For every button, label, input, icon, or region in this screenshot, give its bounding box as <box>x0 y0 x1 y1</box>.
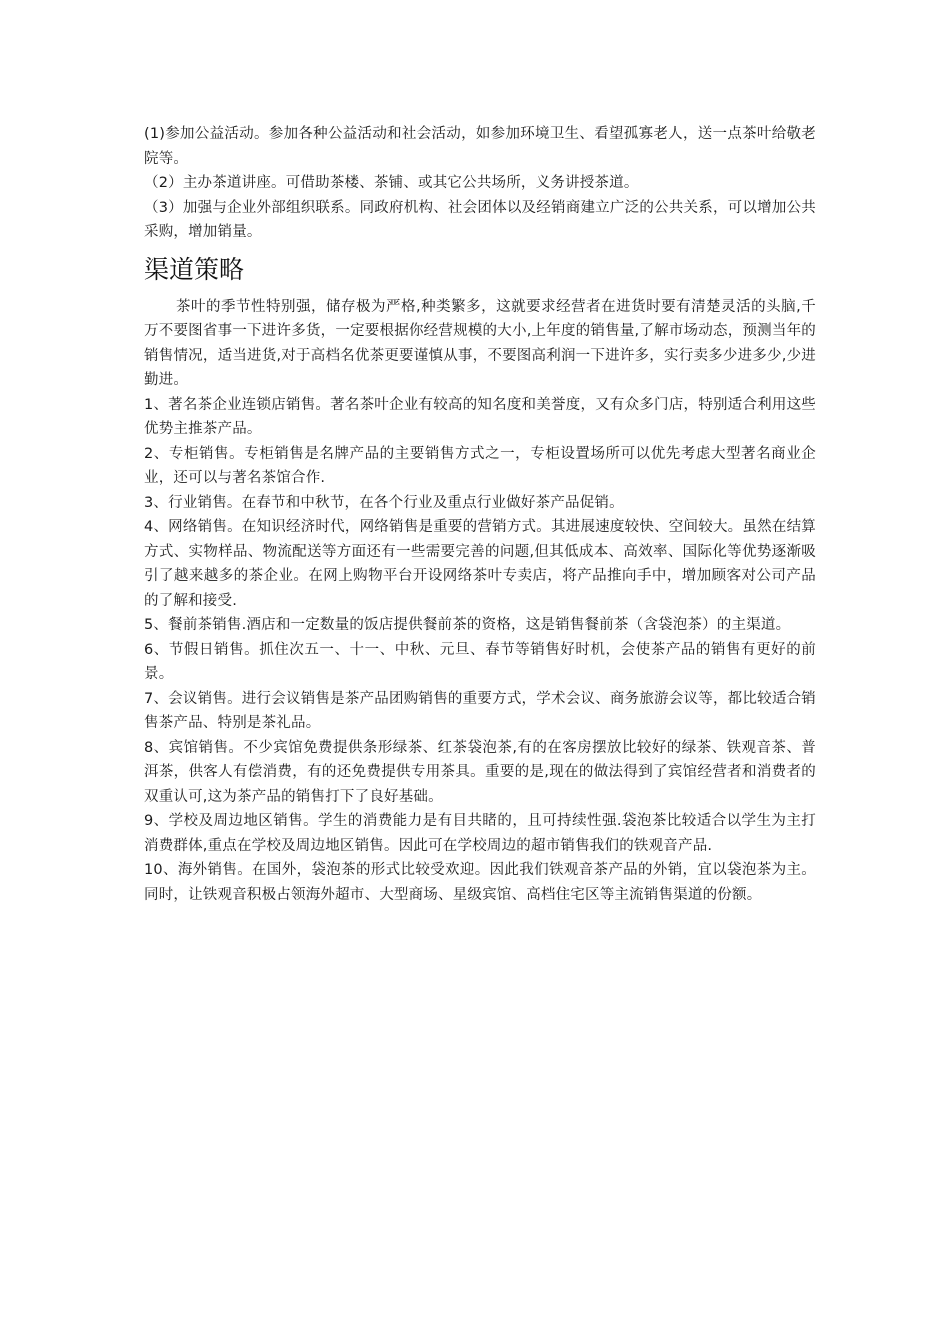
section-lead-paragraph: 茶叶的季节性特别强，储存极为严格,种类繁多，这就要求经营者在进货时要有清楚灵活的头脑,千万不要图省事一下进许多货，一定要根据你经营规模的大小,上年度的销售量,了解市场动态，预测当年的销售情况，适当进货,对于高档名优茶更要谨慎从事，不要图高利润一下进许多，实行卖多少进多少,少进勤进。 <box>144 298 816 388</box>
list-item: 3、行业销售。在春节和中秋节，在各个行业及重点行业做好茶产品促销。 <box>144 494 624 511</box>
list-item: 8、宾馆销售。不少宾馆免费提供条形绿茶、红茶袋泡茶,有的在客房摆放比较好的绿茶、铁观音茶、普洱茶，供客人有偿消费，有的还免费提供专用茶具。重要的是,现在的做法得到了宾馆经营者和消费者的双重认可,这为茶产品的销售打下了良好基础。 <box>144 739 816 805</box>
list-item: 5、餐前茶销售.酒店和一定数量的饭店提供餐前茶的资格，这是销售餐前茶（含袋泡茶）的主渠道。 <box>144 617 791 633</box>
section-heading: 渠道策略 <box>144 254 245 284</box>
intro-item-2: （2）主办茶道讲座。可借助茶楼、茶铺、或其它公共场所，义务讲授茶道。 <box>144 175 639 191</box>
list-item: 2、专柜销售。专柜销售是名牌产品的主要销售方式之一，专柜设置场所可以优先考虑大型著名商业企业，还可以与著名茶馆合作. <box>144 445 816 486</box>
list-item: 1、著名茶企业连锁店销售。著名茶叶企业有较高的知名度和美誉度，又有众多门店，特别适合利用这些优势主推茶产品。 <box>144 396 816 437</box>
list-item: 10、海外销售。在国外，袋泡茶的形式比较受欢迎。因此我们铁观音茶产品的外销，宜以袋泡茶为主。同时，让铁观音积极占领海外超市、大型商场、星级宾馆、高档住宅区等主流销售渠道的份额。 <box>144 862 816 903</box>
list-item: 9、学校及周边地区销售。学生的消费能力是有目共睹的，且可持续性强.袋泡茶比较适合以学生为主打消费群体,重点在学校及周边地区销售。因此可在学校周边的超市销售我们的铁观音产品. <box>144 813 816 854</box>
intro-item-1: (1)参加公益活动。参加各种公益活动和社会活动，如参加环境卫生、看望孤寡老人，送一点茶叶给敬老院等。 <box>144 126 816 167</box>
list-item: 6、节假日销售。抓住次五一、十一、中秋、元旦、春节等销售好时机，会使茶产品的销售有更好的前景。 <box>144 641 816 682</box>
intro-item-3: （3）加强与企业外部组织联系。同政府机构、社会团体以及经销商建立广泛的公共关系，可以增加公共采购，增加销量。 <box>144 199 816 240</box>
list-item: 4、网络销售。在知识经济时代，网络销售是重要的营销方式。其进展速度较快、空间较大。虽然在结算方式、实物样品、物流配送等方面还有一些需要完善的问题,但其低成本、高效率、国际化等优势逐渐吸引了越来越多的茶企业。在网上购物平台开设网络茶叶专卖店，将产品推向手中，增加顾客对公司产品的了解和接受. <box>144 519 816 609</box>
document-page <box>144 122 816 907</box>
list-item: 7、会议销售。进行会议销售是茶产品团购销售的重要方式，学术会议、商务旅游会议等，都比较适合销售茶产品、特别是茶礼品。 <box>144 690 816 731</box>
